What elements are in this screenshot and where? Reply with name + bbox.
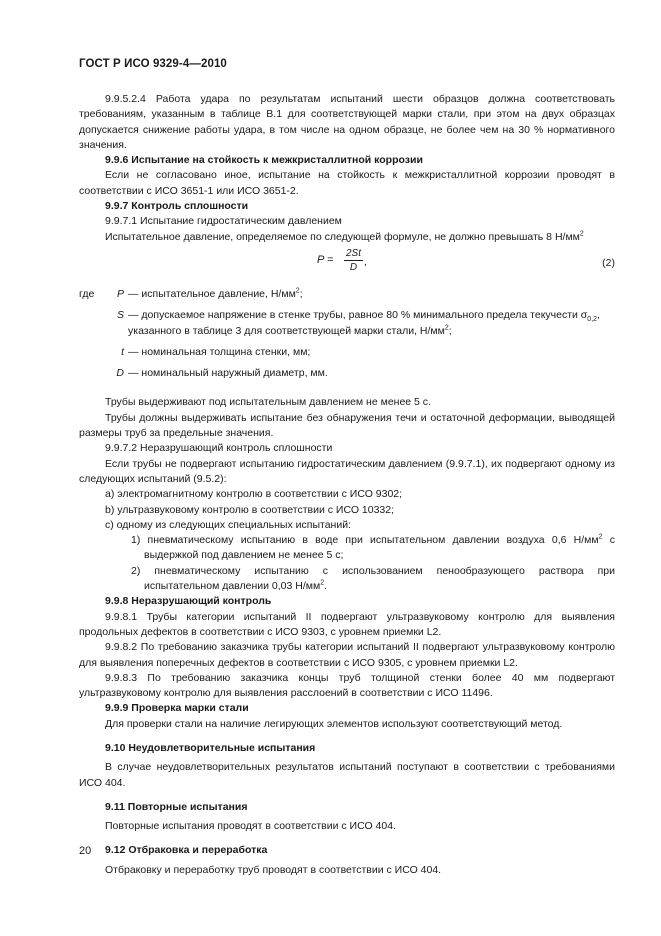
list-item-b: b) ультразвуковому контролю в соответствии с ИСО 10332; xyxy=(105,503,395,516)
paragraph-no-leak: Трубы должны выдерживать испытание без обнаружения течи и остаточной деформации, выводящей размеры труб за предельные значения. xyxy=(79,411,615,440)
paragraph-test-pressure: Испытательное давление, определяемое по следующей формуле, не должно превышать 8 $Н/мм^2$ xyxy=(105,230,584,243)
definition-text: — номинальный наружный диаметр, мм. xyxy=(128,367,328,380)
definition-symbol: P xyxy=(116,287,124,300)
definition-text: — испытательное давление, $Н/мм^2$; xyxy=(128,287,303,300)
heading-9-9-7-2: 9.9.7.2 Неразрушающий контроль сплошности xyxy=(105,442,333,455)
formula-comma: , xyxy=(364,255,367,268)
definition-text: — допускаемое напряжение в стенке трубы, равное 80 % минимального предела текучести $\sigma_{0,2}$, указанного в таблице 3 для соответствующей марки стали, $Н/мм^2$; xyxy=(128,309,600,337)
definition-p xyxy=(79,287,615,302)
definition-text: — номинальная толщина стенки, мм; xyxy=(128,345,311,358)
formula-lhs: P = xyxy=(317,253,334,266)
definition-d xyxy=(79,366,615,381)
formula-numerator: 2St xyxy=(346,247,362,259)
heading-9-9-7-1: 9.9.7.1 Испытание гидростатическим давлением xyxy=(105,215,342,228)
definition-t xyxy=(79,345,615,360)
heading-9-9-8: 9.9.8 Неразрушающий контроль xyxy=(105,595,272,608)
definition-symbol: D xyxy=(116,367,124,380)
paragraph-9-10: В случае неудовлетворительных результатов испытаний поступают в соответствии с требованиями ИСО 404. xyxy=(79,761,615,789)
paragraph-9-9-8-1: 9.9.8.1 Трубы категории испытаний II подвергают ультразвуковому контролю для выявления продольных дефектов в соответствии с ИСО 9303, с уровнем приемки L2. xyxy=(79,610,615,638)
formula-fraction xyxy=(344,247,363,274)
paragraph-9-9-8-3: 9.9.8.3 По требованию заказчика концы труб толщиной стенки более 40 мм подвергают ультразвуковому контролю для выявления расслоений в соответствии с ИСО 11496. xyxy=(79,671,615,700)
heading-9-9-9: 9.9.9 Проверка марки стали xyxy=(105,702,249,715)
formula-2 xyxy=(79,247,615,283)
heading-9-9-6: 9.9.6 Испытание на стойкость к межкристаллитной коррозии xyxy=(105,154,423,167)
paragraph-9-9-5-2-4: 9.9.5.2.4 Работа удара по результатам испытаний шести образцов должна соответствовать требованиям, указанным в таблице В.1 для соответствующей марки стали, при этом на двух образцах допускается снижение работы удара, в том числе на одном образце, не более чем на 30 % нормативного значения. xyxy=(79,93,615,151)
heading-9-11: 9.11 Повторные испытания xyxy=(105,800,248,813)
paragraph-9-12: Отбраковку и переработку труб проводят в соответствии с ИСО 404. xyxy=(105,863,442,876)
paragraph-9-11: Повторные испытания проводят в соответствии с ИСО 404. xyxy=(105,820,396,833)
definition-symbol: S xyxy=(116,309,124,322)
heading-9-9-7: 9.9.7 Контроль сплошности xyxy=(105,200,249,213)
paragraph-ndt-alternatives: Если трубы не подвергают испытанию гидростатическим давлением (9.9.7.1), их подвергают одному из следующих испытаний (9.5.2): xyxy=(79,457,615,485)
where-label: где xyxy=(79,287,95,300)
heading-9-10: 9.10 Неудовлетворительные испытания xyxy=(105,741,316,754)
document-header: ГОСТ Р ИСО 9329-4—2010 xyxy=(79,58,227,70)
formula-denominator: D xyxy=(349,261,358,273)
page-number: 20 xyxy=(79,845,92,857)
definition-symbol: t xyxy=(121,345,124,358)
list-item-c1: 1) пневматическому испытанию в воде при испытательном давлении воздуха 0,6 $Н/мм^2$ с выдержкой под давлением не менее 5 с; xyxy=(131,533,615,562)
formula-number: (2) xyxy=(602,256,615,269)
definitions-list xyxy=(79,287,615,381)
list-item-c2: 2) пневматическому испытанию с использованием пенообразующего раствора при испытательном давлении 0,03 $Н/мм^2$. xyxy=(131,564,615,593)
paragraph-hold-time: Трубы выдерживают под испытательным давлением не менее 5 с. xyxy=(105,396,431,409)
paragraph-9-9-9: Для проверки стали на наличие легирующих элементов используют соответствующий метод. xyxy=(105,717,563,730)
list-item-c: c) одному из следующих специальных испытаний: xyxy=(105,518,351,531)
paragraph-9-9-8-2: 9.9.8.2 По требованию заказчика трубы категории испытаний II подвергают ультразвуковому контролю для выявления поперечных дефектов в соответствии с ИСО 9305, с уровнем приемки L2. xyxy=(79,641,615,669)
heading-9-12: 9.12 Отбраковка и переработка xyxy=(105,844,268,857)
paragraph-corrosion: Если не согласовано иное, испытание на стойкость к межкристаллитной коррозии проводят в соответствии с ИСО 3651-1 или ИСО 3651-2. xyxy=(79,169,615,197)
definition-s xyxy=(79,308,615,339)
document-body xyxy=(79,92,615,878)
list-item-a: а) электромагнитному контролю в соответствии с ИСО 9302; xyxy=(105,488,403,501)
